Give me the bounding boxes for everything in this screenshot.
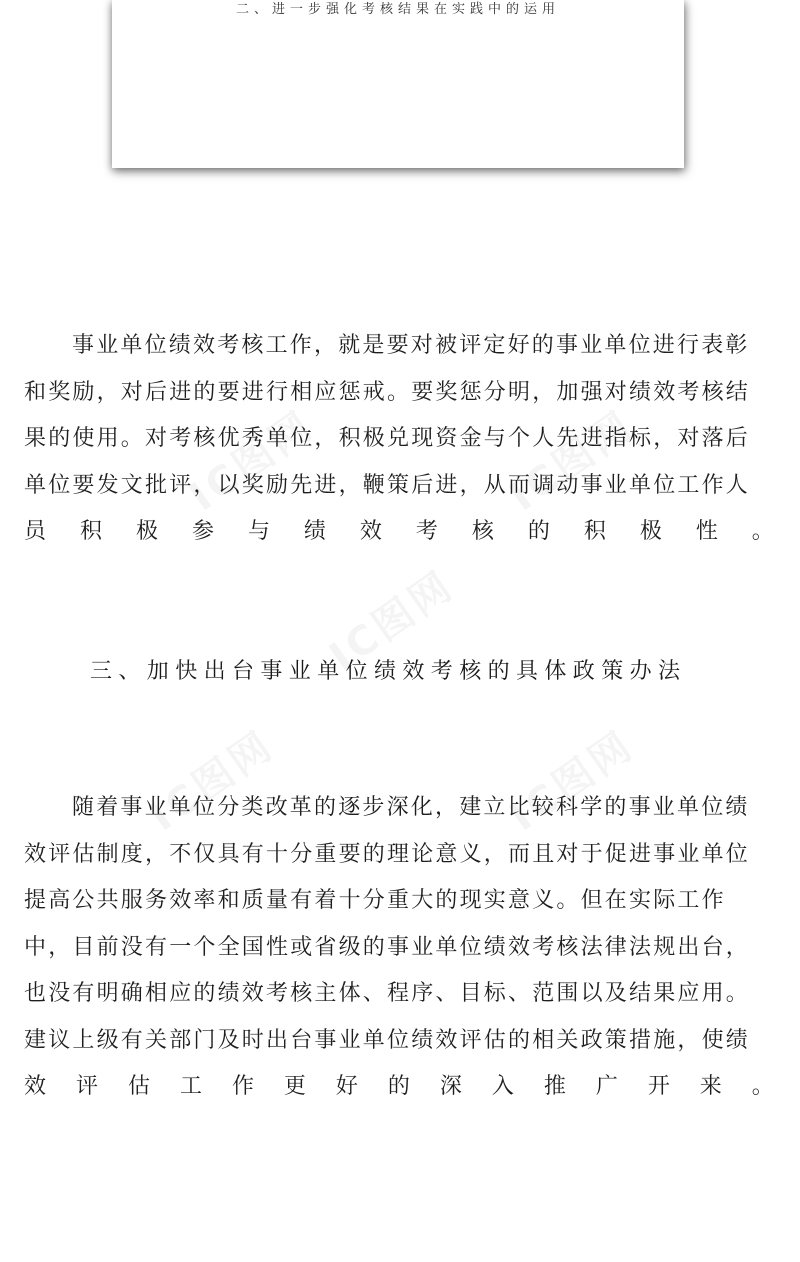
paragraph-line: 和奖励，对后进的要进行相应惩戒。要奖惩分明，加强对绩效考核结 <box>24 379 751 405</box>
body-paragraph <box>24 785 776 1111</box>
char: 工 <box>179 1074 205 1099</box>
document-page-card <box>112 0 684 168</box>
char: 好 <box>335 1074 361 1099</box>
char: 绩 <box>303 519 329 544</box>
paragraph-line: 提高公共服务效率和质量有着十分重大的现实意义。但在实际工作 <box>24 888 726 913</box>
char: 极 <box>639 519 665 544</box>
char: 极 <box>135 519 161 544</box>
paragraph-line: 建议上级有关部门及时出台事业单位绩效评估的相关政策措施，使绩 <box>24 1027 751 1053</box>
char: 深 <box>439 1074 465 1099</box>
char: 参 <box>191 519 217 544</box>
paragraph-line: 事业单位绩效考核工作，就是要对被评定好的事业单位进行表彰 <box>72 333 750 358</box>
char: 性 <box>695 519 721 544</box>
char: 积 <box>583 519 609 544</box>
char: 推 <box>543 1074 569 1099</box>
paragraph-last-line <box>24 1064 776 1111</box>
paragraph-line: 效评估制度，不仅具有十分重要的理论意义，而且对于促进事业单位 <box>24 841 751 867</box>
char: 核 <box>471 519 497 544</box>
char: 的 <box>527 519 553 544</box>
char: 的 <box>387 1074 413 1099</box>
char: 。 <box>751 1074 776 1099</box>
char: 开 <box>647 1074 673 1099</box>
paragraph-line: 中，目前没有一个全国性或省级的事业单位绩效考核法律法规出台， <box>24 934 751 960</box>
char: 估 <box>127 1074 153 1099</box>
paragraph-last-line <box>24 509 776 556</box>
char: 入 <box>491 1074 517 1099</box>
char: 来 <box>699 1074 724 1099</box>
paragraph-line: 果的使用。对考核优秀单位，积极兑现资金与个人先进指标，对落后 <box>24 426 751 451</box>
char: 员 <box>24 519 49 544</box>
char: 积 <box>79 519 105 544</box>
paragraph-line: 随着事业单位分类改革的逐步深化，建立比较科学的事业单位绩 <box>72 795 750 820</box>
char: 作 <box>231 1074 257 1099</box>
char: 评 <box>75 1074 101 1099</box>
char: 考 <box>415 519 441 544</box>
char: 效 <box>24 1074 49 1099</box>
char: 效 <box>359 519 385 544</box>
char: 更 <box>283 1074 309 1099</box>
paragraph-line: 也没有明确相应的绩效考核主体、程序、目标、范围以及结果应用。 <box>24 981 751 1006</box>
card-section-heading: 二、进一步强化考核结果在实践中的运用 <box>235 2 560 17</box>
char: 与 <box>247 519 273 544</box>
section-heading: 三、加快出台事业单位绩效考核的具体政策办法 <box>90 659 687 684</box>
char: 广 <box>595 1074 621 1099</box>
body-paragraph <box>24 323 776 556</box>
paragraph-line: 单位要发文批评，以奖励先进，鞭策后进，从而调动事业单位工作人 <box>24 472 751 498</box>
char: 。 <box>751 519 776 544</box>
